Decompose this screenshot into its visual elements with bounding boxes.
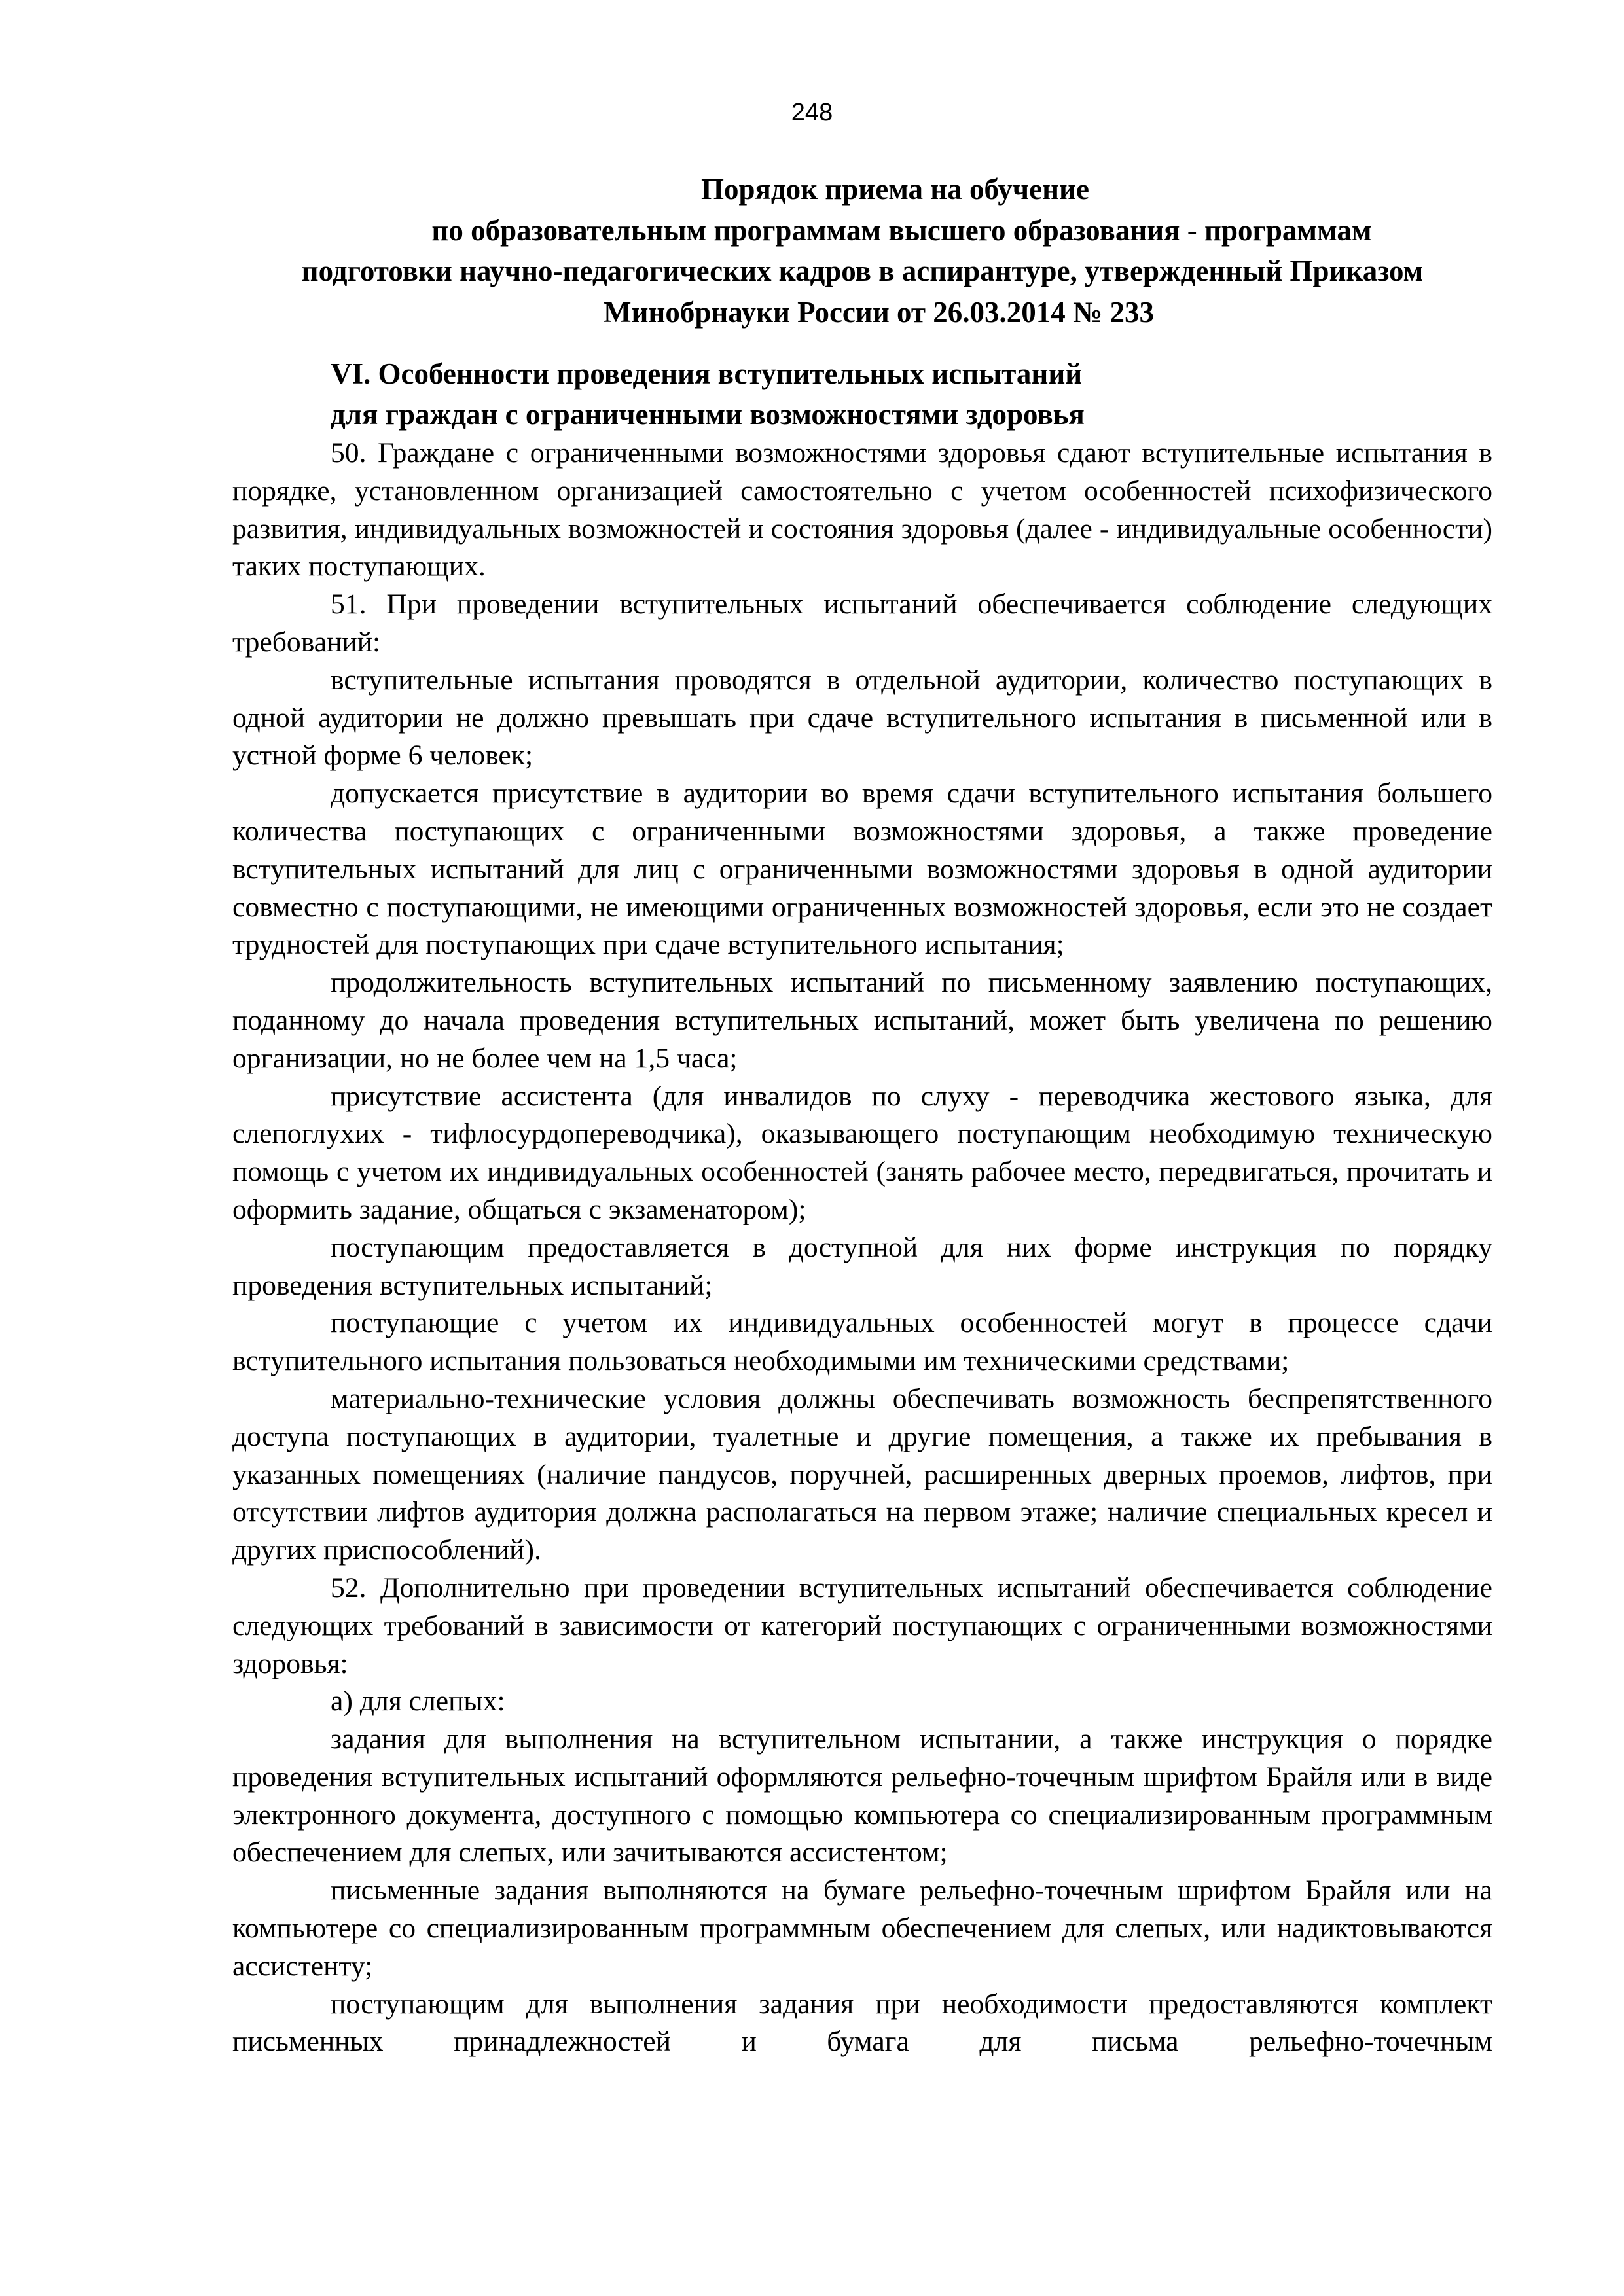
paragraph-50: 50. Граждане с ограниченными возможностями здоровья сдают вступительные испытания в порядке, установленном организацией самостоятельно с учетом особенностей психофизического развития, индивидуальных возможностей и состояния здоровья (далее - индивидуальные особенности) таких поступающих. <box>232 437 1492 583</box>
section-title-line-1: VI. Особенности проведения вступительных испытаний <box>331 357 1083 390</box>
paragraph-51: 51. При проведении вступительных испытаний обеспечивается соблюдение следующих требований: <box>232 588 1492 658</box>
page-number: 248 <box>791 99 833 126</box>
section-title-line-2: для граждан с ограниченными возможностями здоровья <box>331 398 1085 431</box>
document-body <box>232 353 1492 2061</box>
list-item-braille-tasks: задания для выполнения на вступительном испытании, а также инструкция о порядке проведения вступительных испытаний оформляются рельефно-точечным шрифтом Брайля или в виде электронного документа, доступного с помощью компьютера со специализированным программным обеспечением для слепых, или зачитываются ассистентом; <box>232 1723 1492 1869</box>
list-item-assistant: присутствие ассистента (для инвалидов по слуху - переводчика жестового языка, для слепоглухих - тифлосурдопереводчика), оказывающего поступающим необходимую техническую помощь с учетом их индивидуальных особенностей (занять рабочее место, передвигаться, прочитать и оформить задание, общаться с экзаменатором); <box>232 1080 1492 1225</box>
subsection-blind: а) для слепых: <box>331 1685 505 1717</box>
heading-line-1: Порядок приема на обучение <box>701 173 1089 206</box>
heading-line-3: подготовки научно-педагогических кадров в аспирантуре, утвержденный Приказом <box>301 255 1424 287</box>
list-item-duration: продолжительность вступительных испытаний по письменному заявлению поступающих, поданному до начала проведения вступительных испытаний, может быть увеличена по решению организации, но не более чем на 1,5 часа; <box>232 967 1492 1074</box>
list-item-shared-room: допускается присутствие в аудитории во время сдачи вступительного испытания большего количества поступающих с ограниченными возможностями здоровья, а также проведение вступительных испытаний для лиц с ограниченными возможностями здоровья в одной аудитории совместно с поступающими, не имеющими ограниченных возможностей здоровья, если это не создает трудностей для поступающих при сдаче вступительного испытания; <box>232 778 1492 961</box>
list-item-writing-supplies: поступающим для выполнения задания при необходимости предоставляются комплект письменных принадлежностей и бумага для письма рельефно-точечным <box>232 1988 1492 2058</box>
heading-line-2: по образовательным программам высшего образования - программам <box>431 213 1372 247</box>
list-item-technical-means: поступающие с учетом их индивидуальных особенностей могут в процессе сдачи вступительного испытания пользоваться необходимыми им техническими средствами; <box>232 1307 1492 1377</box>
list-item-written-tasks: письменные задания выполняются на бумаге рельефно-точечным шрифтом Брайля или на компьютере со специализированным программным обеспечением для слепых, или надиктовываются ассистенту; <box>232 1874 1492 1982</box>
list-item-separate-room: вступительные испытания проводятся в отдельной аудитории, количество поступающих в одной аудитории не должно превышать при сдаче вступительного испытания в письменной или в устной форме 6 человек; <box>232 664 1492 772</box>
heading-line-4: Минобрнауки России от 26.03.2014 № 233 <box>603 295 1154 329</box>
document-heading <box>232 169 1492 332</box>
list-item-instructions: поступающим предоставляется в доступной для них форме инструкция по порядку проведения вступительных испытаний; <box>232 1231 1492 1301</box>
paragraph-52: 52. Дополнительно при проведении вступительных испытаний обеспечивается соблюдение следующих требований в зависимости от категорий поступающих с ограниченными возможностями здоровья: <box>232 1571 1492 1679</box>
list-item-material-conditions: материально-технические условия должны обеспечивать возможность беспрепятственного доступа поступающих в аудитории, туалетные и другие помещения, а также их пребывания в указанных помещениях (наличие пандусов, поручней, расширенных дверных проемов, лифтов, при отсутствии лифтов аудитория должна располагаться на первом этаже; наличие специальных кресел и других приспособлений). <box>232 1382 1492 1566</box>
